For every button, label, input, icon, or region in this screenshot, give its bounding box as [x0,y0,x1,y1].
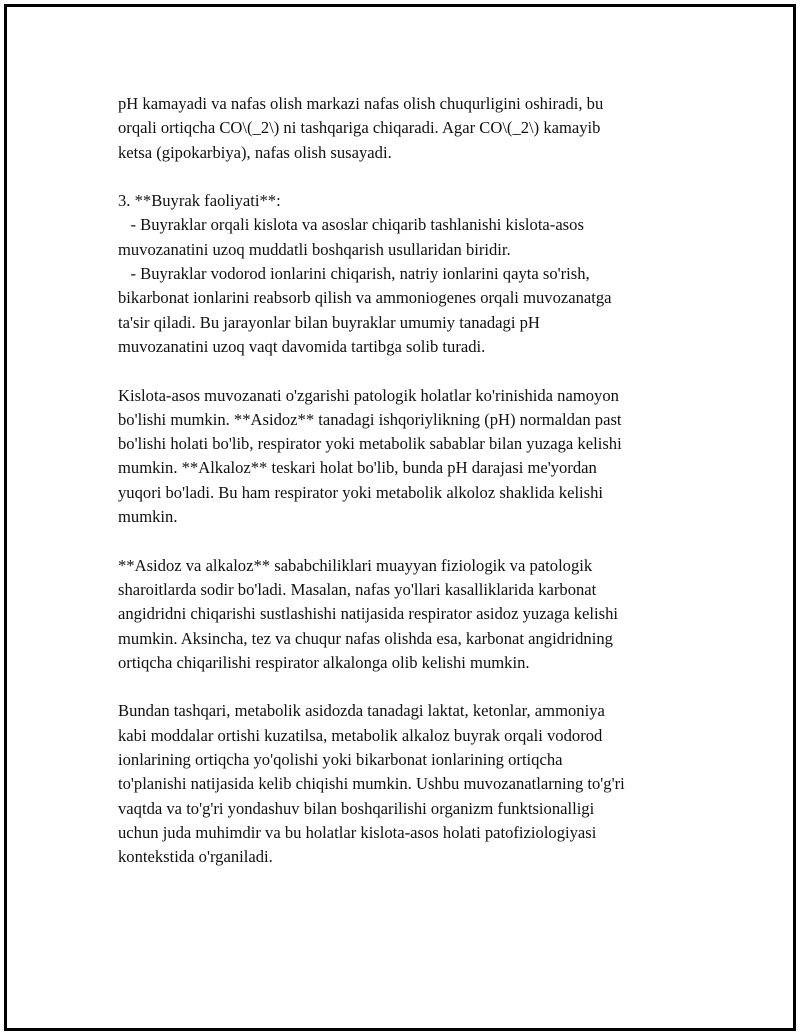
paragraph-causes [118,554,708,675]
text-line: mumkin. **Alkaloz** teskari holat bo'lib, bunda pH darajasi me'yordan [118,458,597,478]
text-line: bo'lishi mumkin. **Asidoz** tanadagi ishqoriylikning (pH) normaldan past [118,409,622,429]
paragraph-gap [118,165,708,189]
paragraph-kidney-activity [118,189,708,359]
list-item: - Buyraklar vodorod ionlarini chiqarish, natriy ionlarini qayta so'rish, [118,264,590,284]
text-line: angidridni chiqarishi sustlashishi natijasida respirator asidoz yuzaga kelishi [118,604,619,624]
paragraph-gap [118,675,708,699]
document-body [118,92,708,870]
text-line: uchun juda muhimdir va bu holatlar kislota-asos holati patofiziologiyasi [118,822,597,842]
text-line: pH kamayadi va nafas olish markazi nafas olish chuqurligini oshiradi, bu [118,94,604,113]
text-line: sharoitlarda sodir bo'ladi. Masalan, nafas yo'llari kasalliklarida karbonat [118,579,597,599]
text-line: orqali ortiqcha CO\(_2\) ni tashqariga chiqaradi. Agar CO\(_2\) kamayib [118,118,601,138]
paragraph-pathology [118,384,708,530]
text-line: mumkin. Aksincha, tez va chuqur nafas olishda esa, karbonat angidridning [118,628,613,648]
text-line: kabi moddalar ortishi kuzatilsa, metabolik alkaloz buyrak orqali vodorod [118,725,603,745]
text-line: bikarbonat ionlarini reabsorb qilish va ammoniogenes orqali muvozanatga [118,288,612,308]
text-line: muvozanatini uzoq muddatli boshqarish usullaridan biridir. [118,239,511,259]
text-line: Bundan tashqari, metabolik asidozda tanadagi laktat, ketonlar, ammoniya [118,701,605,721]
paragraph-gap [118,529,708,553]
text-line: ortiqcha chiqarilishi respirator alkalonga olib kelishi mumkin. [118,652,530,672]
text-line: yuqori bo'ladi. Bu ham respirator yoki metabolik alkoloz shaklida kelishi [118,482,604,502]
list-heading: 3. **Buyrak faoliyati**: [118,191,281,211]
text-line: mumkin. [118,507,178,527]
text-line: bo'lishi holati bo'lib, respirator yoki metabolik sabablar bilan yuzaga kelishi [118,434,622,454]
list-item: - Buyraklar orqali kislota va asoslar chiqarib tashlanishi kislota-asos [118,215,584,235]
text-line: kontekstida o'rganiladi. [118,847,273,867]
text-line: to'planishi natijasida kelib chiqishi mumkin. Ushbu muvozanatlarning to'g'ri [118,774,625,794]
paragraph-gap [118,359,708,383]
text-line: ta'sir qiladi. Bu jarayonlar bilan buyraklar umumiy tanadagi pH [118,312,540,332]
text-line: ionlarining ortiqcha yo'qolishi yoki bikarbonat ionlarining ortiqcha [118,750,563,770]
text-line: **Asidoz va alkaloz** sababchiliklari muayyan fiziologik va patologik [118,555,593,575]
paragraph-metabolic [118,699,708,869]
text-line: Kislota-asos muvozanati o'zgarishi patologik holatlar ko'rinishida namoyon [118,385,619,405]
text-line: ketsa (gipokarbiya), nafas olish susayadi. [118,142,392,162]
text-line: vaqtda va to'g'ri yondashuv bilan boshqarilishi organizm funktsionalligi [118,798,595,818]
paragraph-respiratory-continuation [118,92,708,165]
text-line: muvozanatini uzoq vaqt davomida tartibga solib turadi. [118,336,486,356]
